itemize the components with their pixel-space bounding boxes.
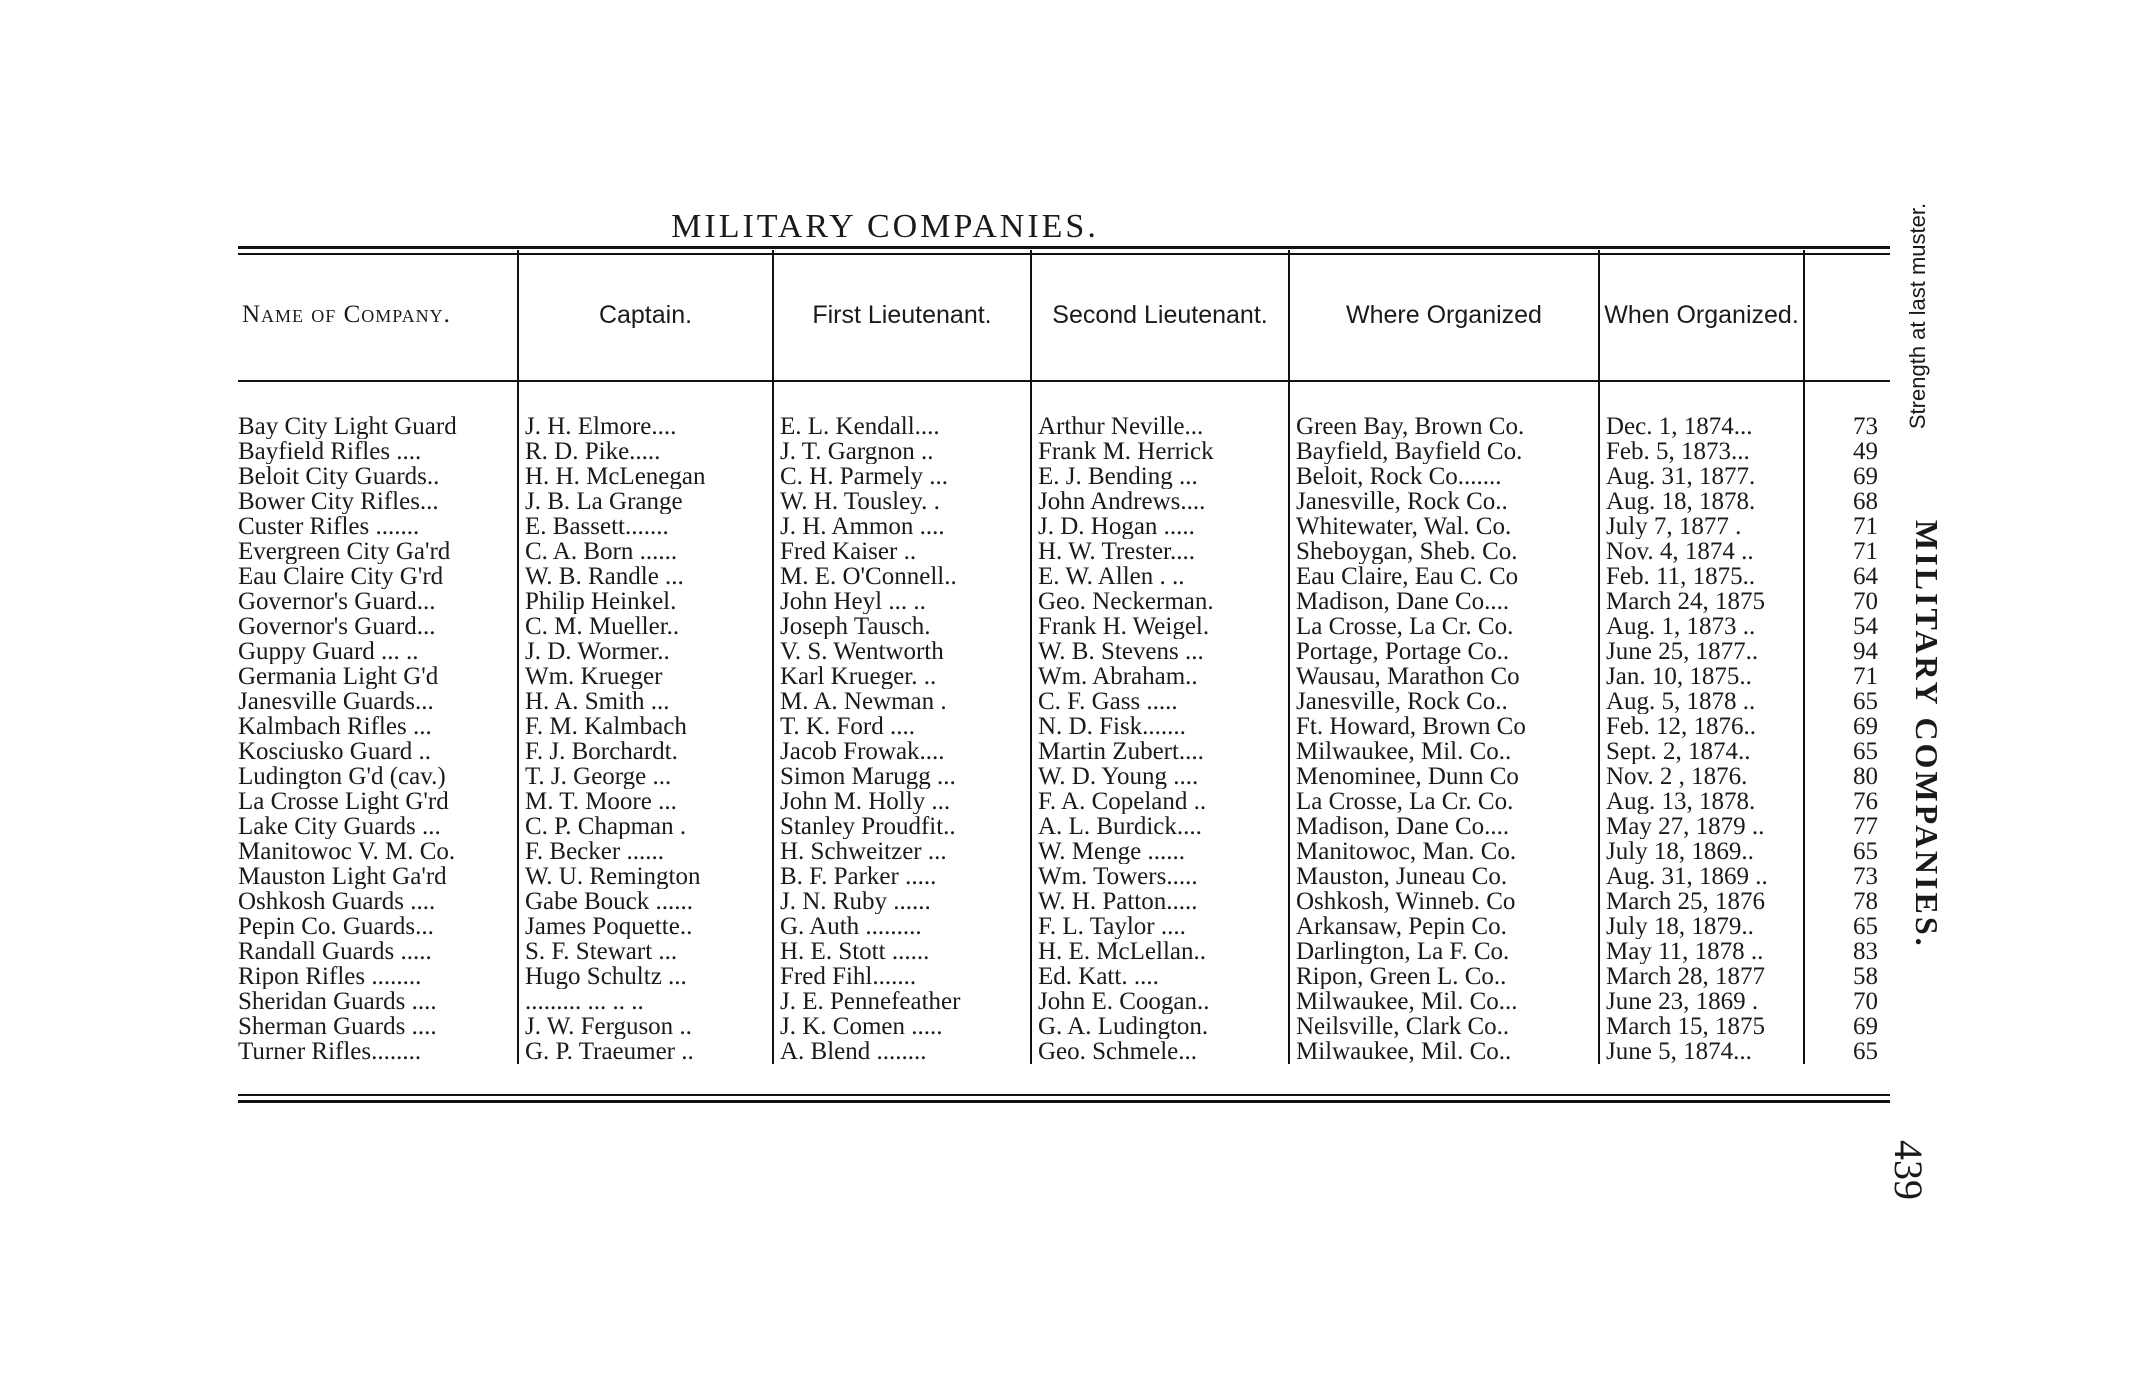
captain-cell: W. U. Remington bbox=[518, 864, 773, 889]
captain-cell: Hugo Schultz ... bbox=[518, 964, 773, 989]
where-organized-cell: Madison, Dane Co.... bbox=[1289, 814, 1599, 839]
first-lieutenant-cell: C. H. Parmely ... bbox=[773, 464, 1031, 489]
table-row bbox=[238, 514, 1890, 539]
captain-cell: E. Bassett....... bbox=[518, 514, 773, 539]
captain-cell: W. B. Randle ... bbox=[518, 564, 773, 589]
strength-cell: 71 bbox=[1804, 664, 1890, 689]
first-lieutenant-cell: M. A. Newman . bbox=[773, 689, 1031, 714]
first-lieutenant-cell: M. E. O'Connell.. bbox=[773, 564, 1031, 589]
company-name-cell: La Crosse Light G'rd bbox=[238, 789, 449, 814]
captain-cell: J. H. Elmore.... bbox=[518, 381, 773, 439]
header-when-organized: When Organized. bbox=[1599, 250, 1804, 381]
company-name-cell: Bower City Rifles... bbox=[238, 489, 439, 514]
when-organized-cell: March 15, 1875 bbox=[1599, 1014, 1804, 1039]
second-lieutenant-cell: W. D. Young .... bbox=[1031, 764, 1289, 789]
first-lieutenant-cell: J. T. Gargnon .. bbox=[773, 439, 1031, 464]
second-lieutenant-cell: Frank H. Weigel. bbox=[1031, 614, 1289, 639]
captain-cell: H. A. Smith ... bbox=[518, 689, 773, 714]
second-lieutenant-cell: N. D. Fisk....... bbox=[1031, 714, 1289, 739]
strength-cell: 78 bbox=[1804, 889, 1890, 914]
second-lieutenant-cell: Wm. Abraham.. bbox=[1031, 664, 1289, 689]
company-name-cell: Turner Rifles........ bbox=[238, 1039, 422, 1064]
strength-cell: 65 bbox=[1804, 1039, 1890, 1064]
captain-cell: Gabe Bouck ...... bbox=[518, 889, 773, 914]
when-organized-cell: March 24, 1875 bbox=[1599, 589, 1804, 614]
company-name-cell: Guppy Guard ... .. bbox=[238, 639, 419, 664]
second-lieutenant-cell: F. L. Taylor .... bbox=[1031, 914, 1289, 939]
table-row bbox=[238, 564, 1890, 589]
where-organized-cell: Janesville, Rock Co.. bbox=[1289, 689, 1599, 714]
where-organized-cell: Oshkosh, Winneb. Co bbox=[1289, 889, 1599, 914]
table-row bbox=[238, 439, 1890, 464]
captain-cell: F. J. Borchardt. bbox=[518, 739, 773, 764]
first-lieutenant-cell: J. K. Comen ..... bbox=[773, 1014, 1031, 1039]
second-lieutenant-cell: F. A. Copeland .. bbox=[1031, 789, 1289, 814]
where-organized-cell: Arkansaw, Pepin Co. bbox=[1289, 914, 1599, 939]
first-lieutenant-cell: V. S. Wentworth bbox=[773, 639, 1031, 664]
where-organized-cell: Mauston, Juneau Co. bbox=[1289, 864, 1599, 889]
table-row bbox=[238, 739, 1890, 764]
second-lieutenant-cell: C. F. Gass ..... bbox=[1031, 689, 1289, 714]
captain-cell: C. P. Chapman . bbox=[518, 814, 773, 839]
when-organized-cell: Aug. 1, 1873 .. bbox=[1599, 614, 1804, 639]
company-name-cell: Kosciusko Guard .. bbox=[238, 739, 432, 764]
captain-cell: F. Becker ...... bbox=[518, 839, 773, 864]
where-organized-cell: Neilsville, Clark Co.. bbox=[1289, 1014, 1599, 1039]
table-row bbox=[238, 939, 1890, 964]
first-lieutenant-cell: H. Schweitzer ... bbox=[773, 839, 1031, 864]
table-row bbox=[238, 614, 1890, 639]
side-title: MILITARY COMPANIES. bbox=[1909, 520, 1945, 949]
captain-cell: Philip Heinkel. bbox=[518, 589, 773, 614]
table-row bbox=[238, 764, 1890, 789]
company-name-cell: Lake City Guards ... bbox=[238, 814, 441, 839]
when-organized-cell: Nov. 4, 1874 .. bbox=[1599, 539, 1804, 564]
captain-cell: J. B. La Grange bbox=[518, 489, 773, 514]
when-organized-cell: March 25, 1876 bbox=[1599, 889, 1804, 914]
table-row bbox=[238, 664, 1890, 689]
table-row bbox=[238, 964, 1890, 989]
first-lieutenant-cell: H. E. Stott ...... bbox=[773, 939, 1031, 964]
where-organized-cell: Sheboygan, Sheb. Co. bbox=[1289, 539, 1599, 564]
when-organized-cell: May 27, 1879 .. bbox=[1599, 814, 1804, 839]
second-lieutenant-cell: Geo. Neckerman. bbox=[1031, 589, 1289, 614]
header-row bbox=[238, 250, 1890, 381]
when-organized-cell: Feb. 11, 1875.. bbox=[1599, 564, 1804, 589]
strength-cell: 83 bbox=[1804, 939, 1890, 964]
strength-cell: 71 bbox=[1804, 514, 1890, 539]
captain-cell: James Poquette.. bbox=[518, 914, 773, 939]
captain-cell: G. P. Traeumer .. bbox=[518, 1039, 773, 1064]
company-name-cell: Kalmbach Rifles ... bbox=[238, 714, 432, 739]
table-row bbox=[238, 889, 1890, 914]
company-name-cell: Beloit City Guards.. bbox=[238, 464, 440, 489]
strength-cell: 71 bbox=[1804, 539, 1890, 564]
second-lieutenant-cell: John E. Coogan.. bbox=[1031, 989, 1289, 1014]
captain-cell: T. J. George ... bbox=[518, 764, 773, 789]
strength-cell: 77 bbox=[1804, 814, 1890, 839]
company-name-cell: Pepin Co. Guards... bbox=[238, 914, 434, 939]
second-lieutenant-cell: W. Menge ...... bbox=[1031, 839, 1289, 864]
when-organized-cell: Aug. 31, 1869 .. bbox=[1599, 864, 1804, 889]
second-lieutenant-cell: Frank M. Herrick bbox=[1031, 439, 1289, 464]
header-company: Name of Company. bbox=[238, 250, 518, 381]
captain-cell: S. F. Stewart ... bbox=[518, 939, 773, 964]
table-row bbox=[238, 864, 1890, 889]
second-lieutenant-cell: J. D. Hogan ..... bbox=[1031, 514, 1289, 539]
table-row bbox=[238, 1039, 1890, 1064]
strength-cell: 58 bbox=[1804, 964, 1890, 989]
where-organized-cell: Menominee, Dunn Co bbox=[1289, 764, 1599, 789]
when-organized-cell: June 5, 1874... bbox=[1599, 1039, 1804, 1064]
strength-cell: 54 bbox=[1804, 614, 1890, 639]
company-name-cell: Ripon Rifles ........ bbox=[238, 964, 422, 989]
when-organized-cell: Dec. 1, 1874... bbox=[1599, 381, 1804, 439]
strength-cell: 80 bbox=[1804, 764, 1890, 789]
second-lieutenant-cell: E. W. Allen . .. bbox=[1031, 564, 1289, 589]
when-organized-cell: Feb. 5, 1873... bbox=[1599, 439, 1804, 464]
second-lieutenant-cell: Martin Zubert.... bbox=[1031, 739, 1289, 764]
company-name-cell: Bayfield Rifles .... bbox=[238, 439, 422, 464]
strength-cell: 70 bbox=[1804, 989, 1890, 1014]
where-organized-cell: La Crosse, La Cr. Co. bbox=[1289, 789, 1599, 814]
first-lieutenant-cell: Stanley Proudfit.. bbox=[773, 814, 1031, 839]
where-organized-cell: Green Bay, Brown Co. bbox=[1289, 381, 1599, 439]
when-organized-cell: Feb. 12, 1876.. bbox=[1599, 714, 1804, 739]
first-lieutenant-cell: W. H. Tousley. . bbox=[773, 489, 1031, 514]
when-organized-cell: Aug. 18, 1878. bbox=[1599, 489, 1804, 514]
company-name-cell: Governor's Guard... bbox=[238, 589, 436, 614]
first-lieutenant-cell: J. E. Pennefeather bbox=[773, 989, 1031, 1014]
second-lieutenant-cell: Geo. Schmele... bbox=[1031, 1039, 1289, 1064]
when-organized-cell: March 28, 1877 bbox=[1599, 964, 1804, 989]
first-lieutenant-cell: T. K. Ford .... bbox=[773, 714, 1031, 739]
when-organized-cell: Jan. 10, 1875.. bbox=[1599, 664, 1804, 689]
where-organized-cell: Manitowoc, Man. Co. bbox=[1289, 839, 1599, 864]
second-lieutenant-cell: Arthur Neville... bbox=[1031, 381, 1289, 439]
first-lieutenant-cell: John Heyl ... .. bbox=[773, 589, 1031, 614]
second-lieutenant-cell: W. B. Stevens ... bbox=[1031, 639, 1289, 664]
second-lieutenant-cell: H. W. Trester.... bbox=[1031, 539, 1289, 564]
where-organized-cell: Eau Claire, Eau C. Co bbox=[1289, 564, 1599, 589]
when-organized-cell: Aug. 13, 1878. bbox=[1599, 789, 1804, 814]
strength-cell: 69 bbox=[1804, 464, 1890, 489]
second-lieutenant-cell: John Andrews.... bbox=[1031, 489, 1289, 514]
first-lieutenant-cell: J. N. Ruby ...... bbox=[773, 889, 1031, 914]
bottom-rule-thin bbox=[238, 1094, 1890, 1096]
page-number: 439 bbox=[1886, 1140, 1931, 1200]
when-organized-cell: June 23, 1869 . bbox=[1599, 989, 1804, 1014]
first-lieutenant-cell: John M. Holly ... bbox=[773, 789, 1031, 814]
company-name-cell: Eau Claire City G'rd bbox=[238, 564, 444, 589]
when-organized-cell: Aug. 31, 1877. bbox=[1599, 464, 1804, 489]
header-second-lieutenant: Second Lieutenant. bbox=[1031, 250, 1289, 381]
where-organized-cell: Madison, Dane Co.... bbox=[1289, 589, 1599, 614]
where-organized-cell: Whitewater, Wal. Co. bbox=[1289, 514, 1599, 539]
where-organized-cell: Wausau, Marathon Co bbox=[1289, 664, 1599, 689]
captain-cell: ......... ... .. .. bbox=[518, 989, 773, 1014]
where-organized-cell: Bayfield, Bayfield Co. bbox=[1289, 439, 1599, 464]
header-first-lieutenant: First Lieutenant. bbox=[773, 250, 1031, 381]
company-name-cell: Mauston Light Ga'rd bbox=[238, 864, 447, 889]
second-lieutenant-cell: W. H. Patton..... bbox=[1031, 889, 1289, 914]
where-organized-cell: Milwaukee, Mil. Co... bbox=[1289, 989, 1599, 1014]
first-lieutenant-cell: A. Blend ........ bbox=[773, 1039, 1031, 1064]
second-lieutenant-cell: G. A. Ludington. bbox=[1031, 1014, 1289, 1039]
first-lieutenant-cell: B. F. Parker ..... bbox=[773, 864, 1031, 889]
page-title: MILITARY COMPANIES. bbox=[671, 208, 1099, 245]
strength-cell: 65 bbox=[1804, 914, 1890, 939]
company-name-cell: Ludington G'd (cav.) bbox=[238, 764, 446, 789]
when-organized-cell: Nov. 2 , 1876. bbox=[1599, 764, 1804, 789]
table-row bbox=[238, 714, 1890, 739]
second-lieutenant-cell: E. J. Bending ... bbox=[1031, 464, 1289, 489]
table-row bbox=[238, 689, 1890, 714]
where-organized-cell: Milwaukee, Mil. Co.. bbox=[1289, 1039, 1599, 1064]
first-lieutenant-cell: Fred Fihl....... bbox=[773, 964, 1031, 989]
company-name-cell: Governor's Guard... bbox=[238, 614, 436, 639]
strength-cell: 76 bbox=[1804, 789, 1890, 814]
when-organized-cell: Sept. 2, 1874.. bbox=[1599, 739, 1804, 764]
when-organized-cell: May 11, 1878 .. bbox=[1599, 939, 1804, 964]
table-row bbox=[238, 814, 1890, 839]
first-lieutenant-cell: Joseph Tausch. bbox=[773, 614, 1031, 639]
table-row bbox=[238, 989, 1890, 1014]
table-row bbox=[238, 489, 1890, 514]
strength-cell: 49 bbox=[1804, 439, 1890, 464]
table-body bbox=[238, 381, 1890, 1064]
where-organized-cell: Portage, Portage Co.. bbox=[1289, 639, 1599, 664]
header-strength-label: Strength at last muster. bbox=[1905, 202, 1931, 429]
when-organized-cell: June 25, 1877.. bbox=[1599, 639, 1804, 664]
strength-cell: 65 bbox=[1804, 689, 1890, 714]
captain-cell: H. H. McLenegan bbox=[518, 464, 773, 489]
where-organized-cell: Ft. Howard, Brown Co bbox=[1289, 714, 1599, 739]
strength-cell: 73 bbox=[1804, 864, 1890, 889]
captain-cell: J. W. Ferguson .. bbox=[518, 1014, 773, 1039]
second-lieutenant-cell: A. L. Burdick.... bbox=[1031, 814, 1289, 839]
bottom-rule-thick bbox=[238, 1100, 1890, 1103]
first-lieutenant-cell: Jacob Frowak.... bbox=[773, 739, 1031, 764]
where-organized-cell: La Crosse, La Cr. Co. bbox=[1289, 614, 1599, 639]
strength-cell: 69 bbox=[1804, 1014, 1890, 1039]
company-name-cell: Oshkosh Guards .... bbox=[238, 889, 436, 914]
captain-cell: Wm. Krueger bbox=[518, 664, 773, 689]
strength-cell: 65 bbox=[1804, 839, 1890, 864]
captain-cell: C. M. Mueller.. bbox=[518, 614, 773, 639]
strength-cell: 68 bbox=[1804, 489, 1890, 514]
table-row bbox=[238, 589, 1890, 614]
captain-cell: R. D. Pike..... bbox=[518, 439, 773, 464]
company-name-cell: Custer Rifles ....... bbox=[238, 514, 420, 539]
first-lieutenant-cell: G. Auth ......... bbox=[773, 914, 1031, 939]
company-name-cell: Bay City Light Guard bbox=[238, 413, 457, 439]
strength-cell: 70 bbox=[1804, 589, 1890, 614]
table-row bbox=[238, 1014, 1890, 1039]
second-lieutenant-cell: Ed. Katt. .... bbox=[1031, 964, 1289, 989]
company-name-cell: Germania Light G'd bbox=[238, 664, 439, 689]
captain-cell: F. M. Kalmbach bbox=[518, 714, 773, 739]
table-row bbox=[238, 839, 1890, 864]
captain-cell: J. D. Wormer.. bbox=[518, 639, 773, 664]
where-organized-cell: Milwaukee, Mil. Co.. bbox=[1289, 739, 1599, 764]
company-name-cell: Randall Guards ..... bbox=[238, 939, 432, 964]
where-organized-cell: Darlington, La F. Co. bbox=[1289, 939, 1599, 964]
strength-cell: 94 bbox=[1804, 639, 1890, 664]
strength-cell: 65 bbox=[1804, 739, 1890, 764]
company-name-cell: Janesville Guards... bbox=[238, 689, 434, 714]
header-captain: Captain. bbox=[518, 250, 773, 381]
strength-cell: 64 bbox=[1804, 564, 1890, 589]
strength-cell: 73 bbox=[1804, 381, 1890, 439]
captain-cell: C. A. Born ...... bbox=[518, 539, 773, 564]
table-row bbox=[238, 381, 1890, 439]
header-where-organized: Where Organized bbox=[1289, 250, 1599, 381]
company-name-cell: Sheridan Guards .... bbox=[238, 989, 437, 1014]
where-organized-cell: Ripon, Green L. Co.. bbox=[1289, 964, 1599, 989]
top-rule-thick bbox=[238, 246, 1890, 249]
first-lieutenant-cell: Simon Marugg ... bbox=[773, 764, 1031, 789]
first-lieutenant-cell: Fred Kaiser .. bbox=[773, 539, 1031, 564]
table-row bbox=[238, 914, 1890, 939]
strength-cell: 69 bbox=[1804, 714, 1890, 739]
company-name-cell: Evergreen City Ga'rd bbox=[238, 539, 451, 564]
table-row bbox=[238, 539, 1890, 564]
when-organized-cell: July 18, 1869.. bbox=[1599, 839, 1804, 864]
when-organized-cell: Aug. 5, 1878 .. bbox=[1599, 689, 1804, 714]
table-row bbox=[238, 464, 1890, 489]
second-lieutenant-cell: Wm. Towers..... bbox=[1031, 864, 1289, 889]
captain-cell: M. T. Moore ... bbox=[518, 789, 773, 814]
company-name-cell: Manitowoc V. M. Co. bbox=[238, 839, 456, 864]
when-organized-cell: July 7, 1877 . bbox=[1599, 514, 1804, 539]
second-lieutenant-cell: H. E. McLellan.. bbox=[1031, 939, 1289, 964]
when-organized-cell: July 18, 1879.. bbox=[1599, 914, 1804, 939]
table-row bbox=[238, 639, 1890, 664]
table-row bbox=[238, 789, 1890, 814]
where-organized-cell: Janesville, Rock Co.. bbox=[1289, 489, 1599, 514]
first-lieutenant-cell: J. H. Ammon .... bbox=[773, 514, 1031, 539]
company-name-cell: Sherman Guards .... bbox=[238, 1014, 437, 1039]
where-organized-cell: Beloit, Rock Co....... bbox=[1289, 464, 1599, 489]
first-lieutenant-cell: Karl Krueger. .. bbox=[773, 664, 1031, 689]
first-lieutenant-cell: E. L. Kendall.... bbox=[773, 381, 1031, 439]
